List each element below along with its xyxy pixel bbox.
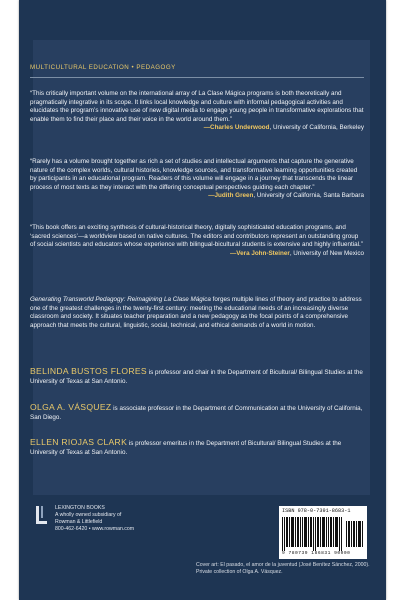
- book-title: Generating Transworld Pedagogy: Reimagining La Clase Mágica: [30, 296, 211, 303]
- endorsement-3-name: —Vera John-Steiner: [229, 249, 290, 257]
- endorsement-2-affiliation: , University of California, Santa Barbara: [253, 192, 364, 200]
- endorsement-2-name: —Judith Green: [208, 192, 254, 200]
- description-body: forges multiple lines of theory and practice to address one of the greatest challenges in the twenty-first century: meeting the educational needs of an increasingly diverse classroom and society. It situates teacher preparation and a new pedagogy as the focal points of a comprehensive approach that meets the cultural, linguistic, social, technical, and ethical demands of a world in motion.: [30, 296, 362, 329]
- endorsement-1-attribution: [30, 124, 364, 133]
- publisher-contact: 800-462-6420 • www.rowman.com: [55, 526, 135, 532]
- endorsement-3-affiliation: , University of New Mexico: [289, 249, 364, 257]
- author-1-bio: is professor and chair in the Department of Bicultural/ Bilingual Studies at the University of Texas at San Antonio.: [30, 369, 363, 385]
- cover-art-credit: [196, 562, 374, 576]
- author-bio-3: [30, 438, 364, 457]
- publisher-name: LEXINGTON BOOKS: [55, 505, 105, 511]
- author-bio-2: [30, 403, 364, 422]
- endorsement-1-text: “This critically important volume on the international array of La Clase Mágica programs is both theoretically and pragmatically integrative in its scope. It links local knowledge and culture with informal pedagogical activities and elucidates the program’s innovative use of new digital media to engage young people in transformative explorations that enable them to find their place and their voice in the world around them.”: [30, 90, 364, 123]
- cover-art-line-2: Private collection of Olga A. Vásquez.: [196, 569, 283, 575]
- author-2-bio: is associate professor in the Department of Communication at the University of California, San Diego.: [30, 405, 363, 421]
- publisher-line-1: A wholly owned subsidiary of: [55, 512, 122, 518]
- endorsement-1: [30, 90, 364, 133]
- divider-rule: [30, 77, 364, 78]
- author-1-name: BELINDA BUSTOS FLORES: [30, 366, 147, 376]
- endorsement-1-affiliation: , University of California, Berkeley: [269, 124, 364, 132]
- isbn-text: ISBN 978-0-7391-8683-1: [282, 508, 351, 514]
- publisher-line-2: Rowman & Littlefield: [55, 519, 103, 525]
- endorsement-3: [30, 224, 364, 258]
- barcode-icon: [282, 517, 364, 551]
- publisher-logo-icon: [34, 505, 50, 527]
- category-line: MULTICULTURAL EDUCATION • PEDAGOGY: [30, 64, 176, 71]
- endorsement-2-attribution: [30, 192, 364, 201]
- endorsement-2: [30, 158, 364, 201]
- endorsement-3-text: “This book offers an exciting synthesis of cultural-historical theory, digitally sophisticated education programs, and ‘sacred sciences’—a worldview based on native cultures. The editors and contributors represent an outstanding group of social scientists and educators whose experience with bilingual-bicultural students is extensive and highly influential.”: [30, 224, 363, 249]
- barcode-digits: 9 780739 186831 90000: [282, 551, 351, 556]
- author-2-name: OLGA A. VÁSQUEZ: [30, 402, 112, 412]
- book-description: [30, 296, 364, 330]
- isbn-box: [279, 506, 367, 559]
- endorsement-2-text: “Rarely has a volume brought together as rich a set of studies and intellectual arguments that capture the generative nature of the complex worlds, cultural histories, knowledge sources, and transformative learning opportunities created by participants in an educational program. Readers of this volume will engage in a journey that transcends the linear process of most texts as they interact with the differing conceptual perspectives guiding each chapter.”: [30, 158, 358, 191]
- endorsement-1-name: —Charles Underwood: [203, 124, 270, 132]
- endorsement-3-attribution: [30, 250, 364, 259]
- author-3-name: ELLEN RIOJAS CLARK: [30, 437, 128, 447]
- author-3-bio: is professor emeritus in the Department of Bicultural/ Bilingual Studies at the University of Texas at San Antonio.: [30, 440, 342, 456]
- publisher-info: [55, 505, 235, 533]
- cover-art-line-1: Cover art: El pasado, el amor de la juventud (José Benítez Sánchez, 2000).: [196, 562, 370, 568]
- author-bio-1: [30, 367, 364, 386]
